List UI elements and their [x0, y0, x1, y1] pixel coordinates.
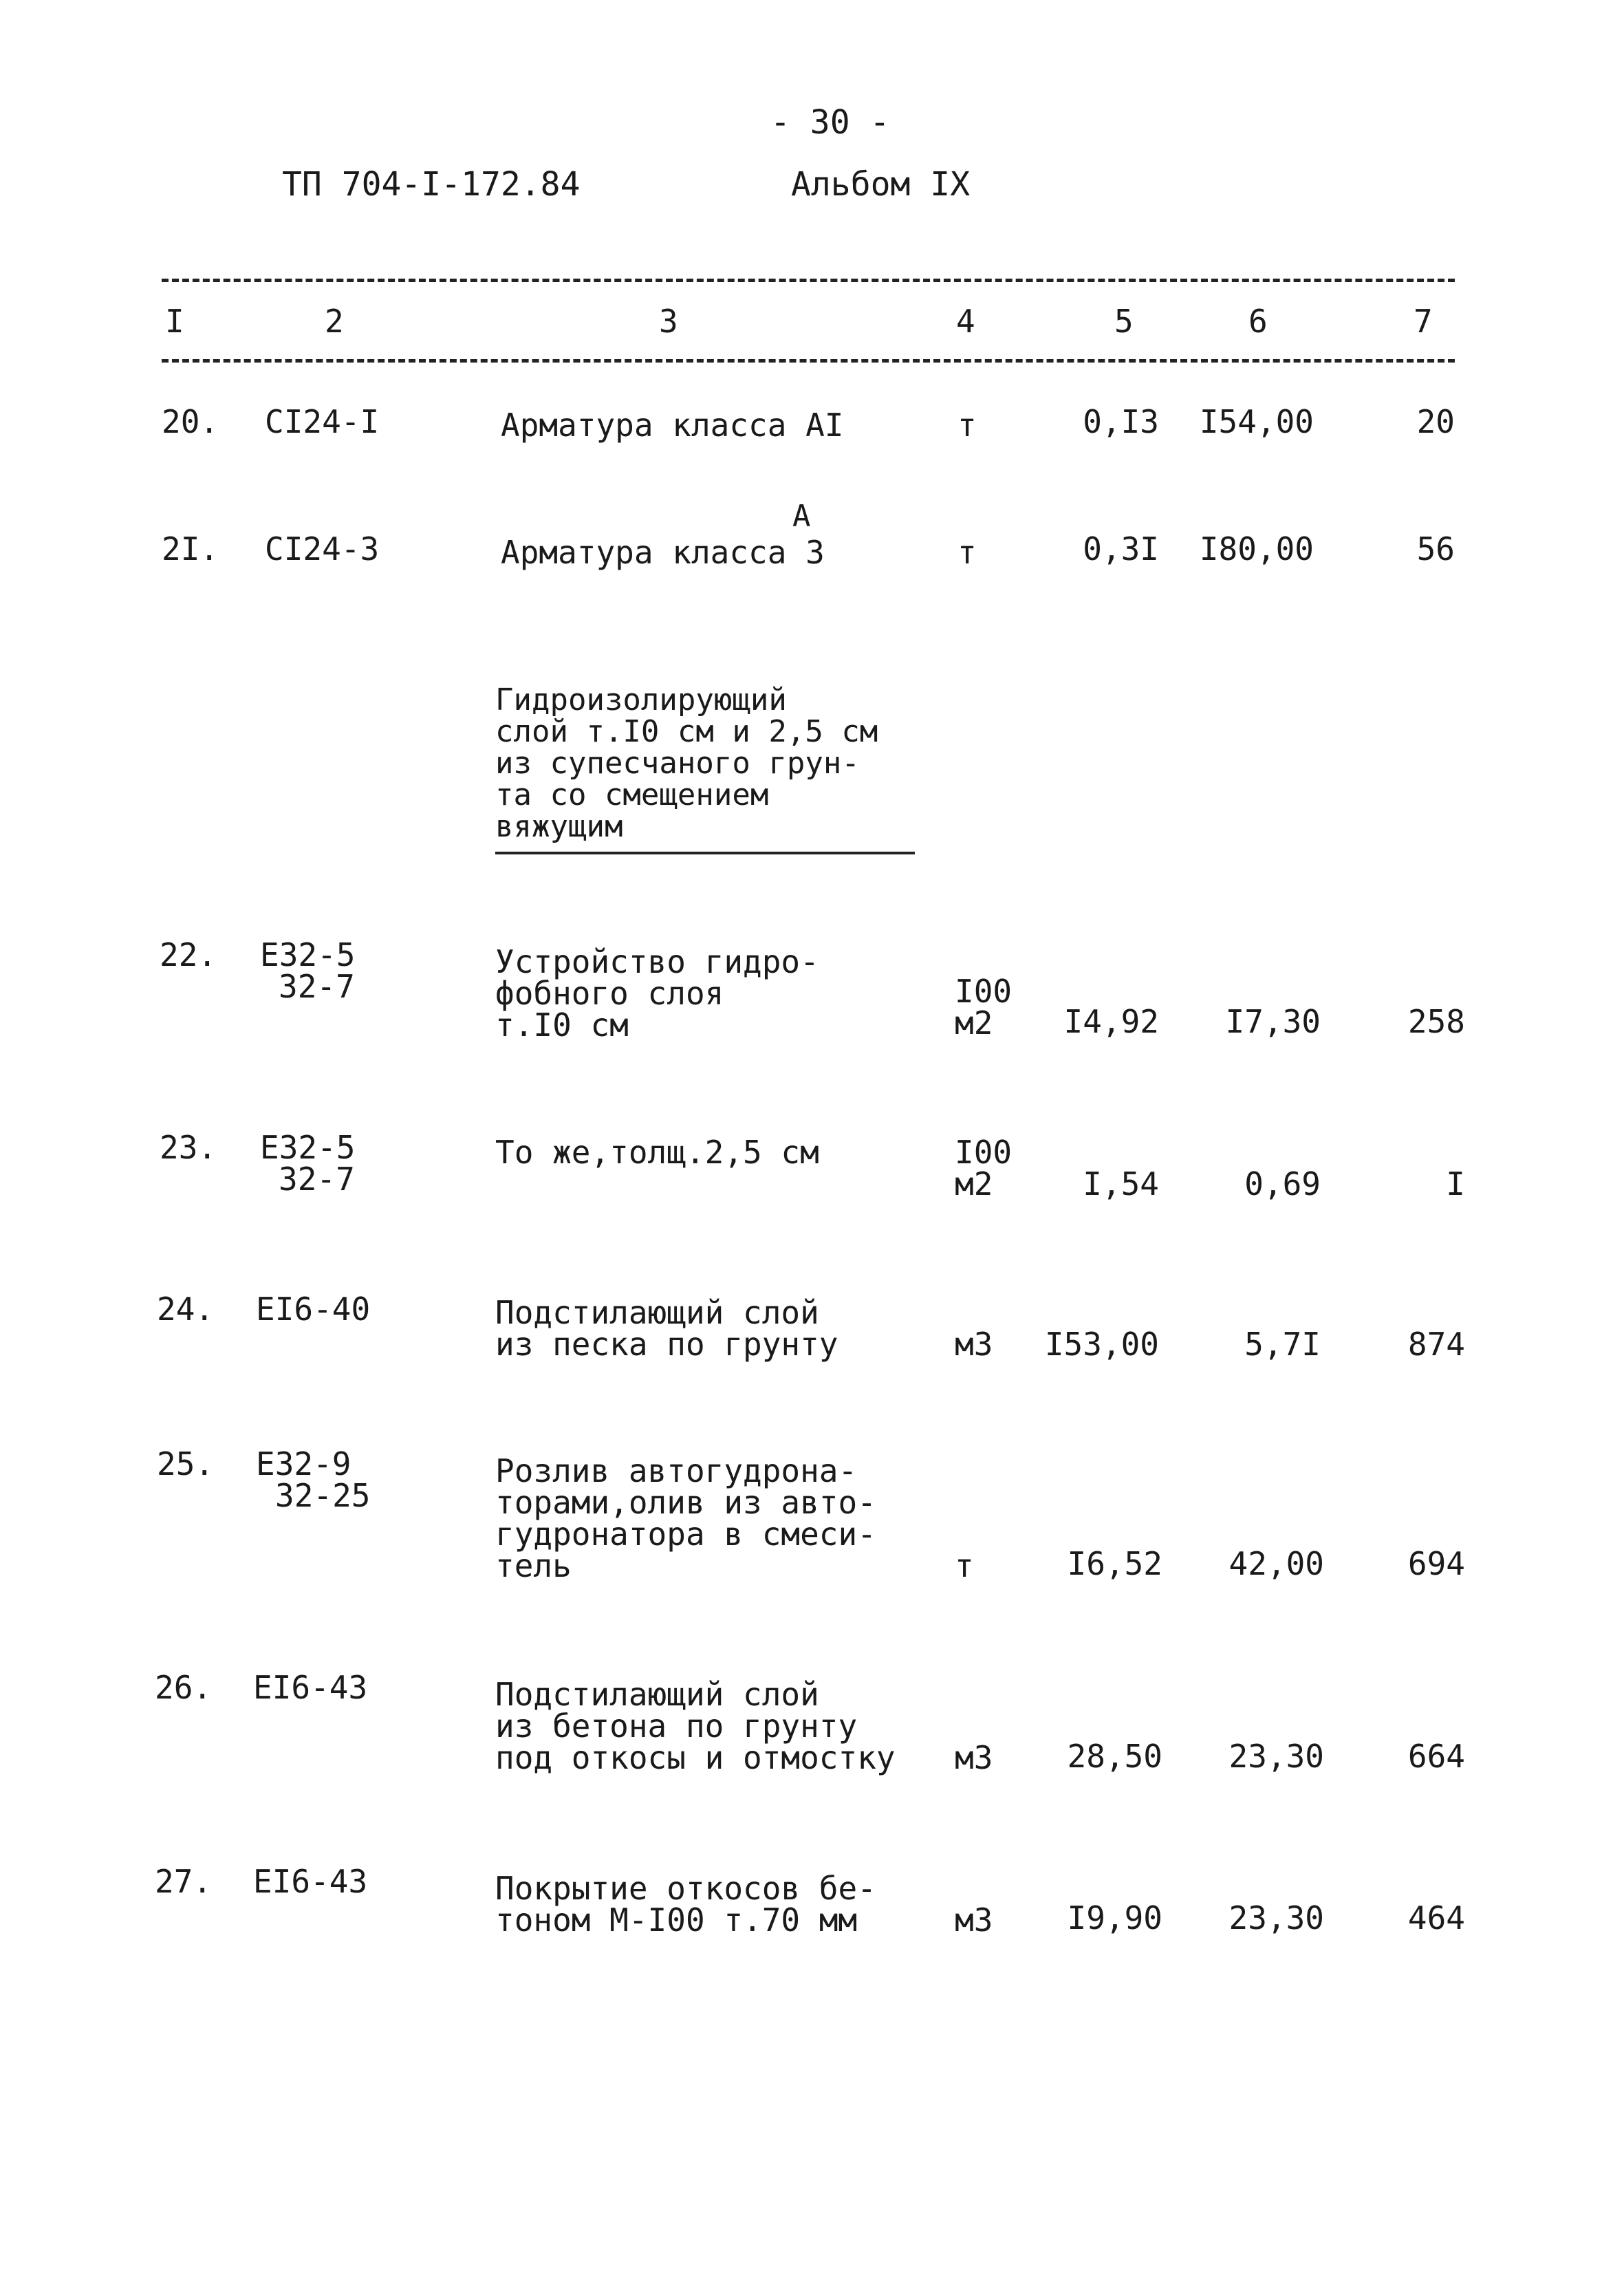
row-total: 56 — [1416, 530, 1455, 568]
row-number: 27. — [155, 1863, 213, 1900]
row-description-superscript: A — [792, 499, 811, 534]
row-number: 26. — [155, 1669, 213, 1706]
column-header-4: 4 — [956, 303, 975, 340]
row-description: из бетона по грунту — [495, 1707, 858, 1745]
row-unit-price: I80,00 — [1199, 530, 1314, 568]
row-unit-price: 42,00 — [1228, 1545, 1324, 1582]
row-quantity: 0,I3 — [1083, 403, 1159, 440]
row-quantity: I,54 — [1083, 1165, 1159, 1203]
section-heading-line: из супесчаного грун- — [495, 746, 860, 781]
row-quantity: 28,50 — [1067, 1738, 1162, 1775]
row-number: 22. — [160, 936, 217, 973]
row-number: 25. — [157, 1445, 215, 1482]
row-description: Покрытие откосов бе- — [495, 1870, 876, 1907]
row-unit: т — [957, 407, 977, 444]
row-quantity: I9,90 — [1067, 1899, 1162, 1937]
row-description: торами,олив из авто- — [495, 1484, 876, 1521]
row-number: 20. — [162, 403, 219, 440]
row-total: 464 — [1407, 1899, 1465, 1937]
column-header-1: I — [165, 303, 184, 340]
section-heading-line: та со смещением — [495, 777, 769, 812]
row-total: 694 — [1407, 1545, 1465, 1582]
row-code: EI6-43 — [253, 1863, 368, 1900]
row-total: I — [1446, 1165, 1465, 1203]
row-unit-price: 5,7I — [1244, 1326, 1321, 1363]
row-total: 874 — [1407, 1326, 1465, 1363]
column-header-6: 6 — [1248, 303, 1268, 340]
row-unit-price: 0,69 — [1244, 1165, 1321, 1203]
column-header-5: 5 — [1114, 303, 1134, 340]
row-unit: м3 — [955, 1901, 993, 1939]
row-unit-price: I54,00 — [1199, 403, 1314, 440]
row-unit-price: I7,30 — [1225, 1003, 1321, 1040]
column-header-2: 2 — [325, 303, 344, 340]
row-code: E32-5 — [260, 936, 356, 973]
row-number: 23. — [160, 1129, 217, 1166]
row-unit: т — [957, 534, 977, 571]
row-unit: т — [955, 1547, 974, 1584]
row-code: CI24-3 — [265, 530, 380, 568]
row-description: из песка по грунту — [495, 1326, 838, 1363]
row-description: тоном М-I00 т.70 мм — [495, 1901, 858, 1939]
row-quantity: I4,92 — [1063, 1003, 1159, 1040]
row-quantity: I53,00 — [1044, 1326, 1159, 1363]
row-description: Розлив автогудрона- — [495, 1452, 858, 1489]
section-heading-line: вяжущим — [495, 809, 623, 844]
row-description: тель — [495, 1547, 572, 1584]
row-code: EI6-43 — [253, 1669, 368, 1706]
row-unit: I00 — [955, 1134, 1013, 1171]
row-code: 32-25 — [275, 1477, 371, 1514]
row-description: То же,толщ.2,5 см — [495, 1134, 819, 1171]
row-quantity: I6,52 — [1067, 1545, 1162, 1582]
row-description: Арматура класса 3 — [501, 534, 825, 571]
row-description: Подстилающий слой — [495, 1294, 819, 1331]
row-unit: м3 — [955, 1739, 993, 1776]
row-total: 20 — [1416, 403, 1455, 440]
row-number: 2I. — [162, 530, 219, 568]
table-top-rule — [162, 279, 1455, 282]
row-description: фобного слоя — [495, 975, 724, 1012]
row-unit-price: 23,30 — [1228, 1738, 1324, 1775]
row-code: E32-5 — [260, 1129, 356, 1166]
section-heading — [495, 684, 915, 843]
album-label: Альбом IX — [791, 165, 971, 204]
column-header-7: 7 — [1414, 303, 1433, 340]
row-description: Подстилающий слой — [495, 1676, 819, 1713]
row-unit: м3 — [955, 1326, 993, 1363]
row-quantity: 0,3I — [1083, 530, 1159, 568]
row-number: 24. — [157, 1291, 215, 1328]
row-description: Арматура класса AI — [501, 407, 844, 444]
row-description: под откосы и отмостку — [495, 1739, 896, 1776]
section-heading-line: слой т.I0 см и 2,5 см — [495, 714, 878, 749]
table-header-rule — [162, 359, 1455, 363]
row-description: Устройство гидро- — [495, 943, 819, 980]
row-code: 32-7 — [279, 1161, 355, 1198]
row-description: гудронатора в смеси- — [495, 1516, 876, 1553]
section-underline — [495, 852, 915, 854]
row-unit: I00 — [955, 973, 1013, 1010]
row-total: 664 — [1407, 1738, 1465, 1775]
row-unit-price: 23,30 — [1228, 1899, 1324, 1937]
row-code: CI24-I — [265, 403, 380, 440]
row-code: EI6-40 — [256, 1291, 371, 1328]
document-code: ТП 704-I-172.84 — [282, 165, 581, 204]
page-number: - 30 - — [770, 103, 890, 142]
column-header-3: 3 — [659, 303, 678, 340]
row-code: 32-7 — [279, 968, 355, 1005]
row-unit: м2 — [955, 1004, 993, 1042]
row-total: 258 — [1407, 1003, 1465, 1040]
section-heading-line: Гидроизолирующий — [495, 682, 787, 718]
row-description: т.I0 см — [495, 1006, 629, 1044]
row-code: E32-9 — [256, 1445, 351, 1482]
row-unit: м2 — [955, 1165, 993, 1203]
